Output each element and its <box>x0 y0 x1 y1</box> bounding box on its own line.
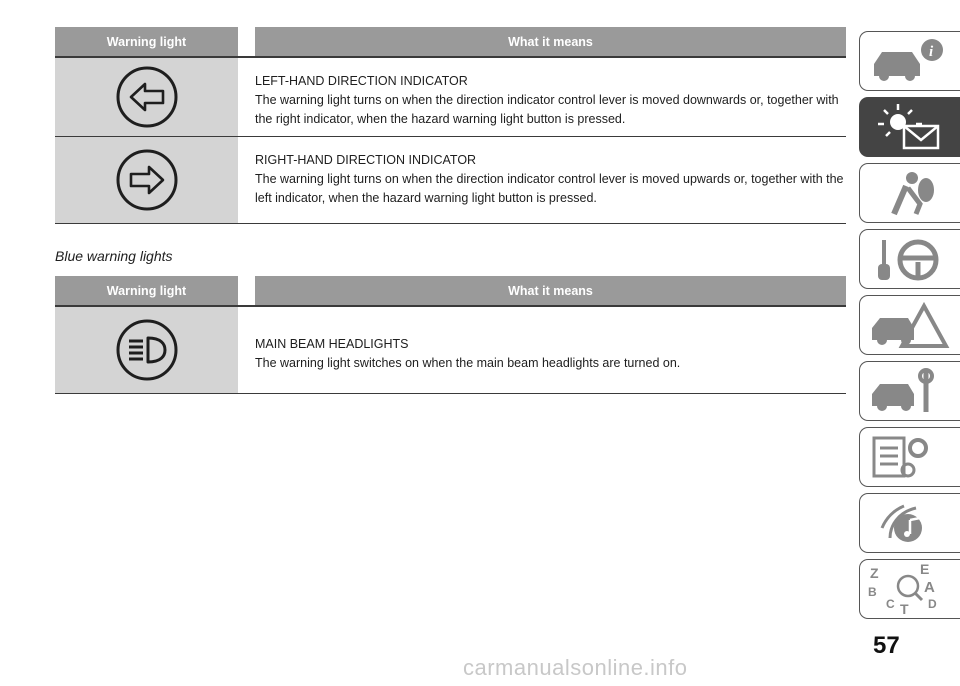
left-arrow-icon <box>115 65 179 129</box>
technical-specs-icon <box>868 432 954 484</box>
safety-airbag-icon <box>868 168 954 220</box>
header-warning-light: Warning light <box>106 34 187 49</box>
blue-lights-table <box>55 276 846 394</box>
page-number: 57 <box>873 632 900 659</box>
tab-warning-lights[interactable] <box>859 97 960 157</box>
row-description: The warning light switches on when the main beam headlights are turned on. <box>255 356 681 370</box>
table-header <box>55 276 846 305</box>
multimedia-icon <box>868 498 954 550</box>
row-description: The warning light turns on when the direction indicator control lever is moved upwards or, together with the left indicator, when the hazard warning light button is pressed. <box>255 172 844 205</box>
index-letter: D <box>928 597 937 611</box>
tab-starting-driving[interactable] <box>859 229 960 289</box>
row-title: RIGHT-HAND DIRECTION INDICATOR <box>255 153 477 167</box>
index-letter: E <box>920 564 930 577</box>
index-letter: B <box>868 585 877 599</box>
index-letter: T <box>900 601 909 616</box>
car-info-icon <box>868 36 954 88</box>
header-what-it-means: What it means <box>508 34 593 49</box>
table-row <box>55 137 846 224</box>
tab-safety[interactable] <box>859 163 960 223</box>
header-what-it-means: What it means <box>508 283 593 298</box>
index-icon <box>868 564 954 616</box>
right-arrow-icon <box>115 148 179 212</box>
table-row <box>55 58 846 137</box>
table-header <box>55 27 846 56</box>
index-letter: C <box>886 597 895 611</box>
index-letter: Z <box>870 565 879 581</box>
main-beam-icon <box>115 318 179 382</box>
watermark: carmanualsonline.info <box>463 655 688 680</box>
section-title: Blue warning lights <box>55 248 173 264</box>
tab-technical-specs[interactable] <box>859 427 960 487</box>
warning-lights-icon <box>868 102 954 154</box>
svg-text:i: i <box>929 44 934 60</box>
tab-emergency[interactable] <box>859 295 960 355</box>
key-steering-wheel-icon <box>868 234 954 286</box>
header-warning-light: Warning light <box>106 283 187 298</box>
tab-index[interactable] <box>859 559 960 619</box>
row-description: The warning light turns on when the direction indicator control lever is moved downwards or, together with the right indicator, when the hazard warning light button is pressed. <box>255 93 839 126</box>
car-maintenance-icon <box>868 366 954 418</box>
table-row <box>55 307 846 394</box>
tab-car-info[interactable] <box>859 31 960 91</box>
emergency-icon <box>868 300 954 352</box>
indicator-table <box>55 27 846 224</box>
row-title: MAIN BEAM HEADLIGHTS <box>255 337 409 351</box>
index-letter: A <box>924 579 935 596</box>
row-title: LEFT-HAND DIRECTION INDICATOR <box>255 74 468 88</box>
tab-multimedia[interactable] <box>859 493 960 553</box>
tab-maintenance[interactable] <box>859 361 960 421</box>
